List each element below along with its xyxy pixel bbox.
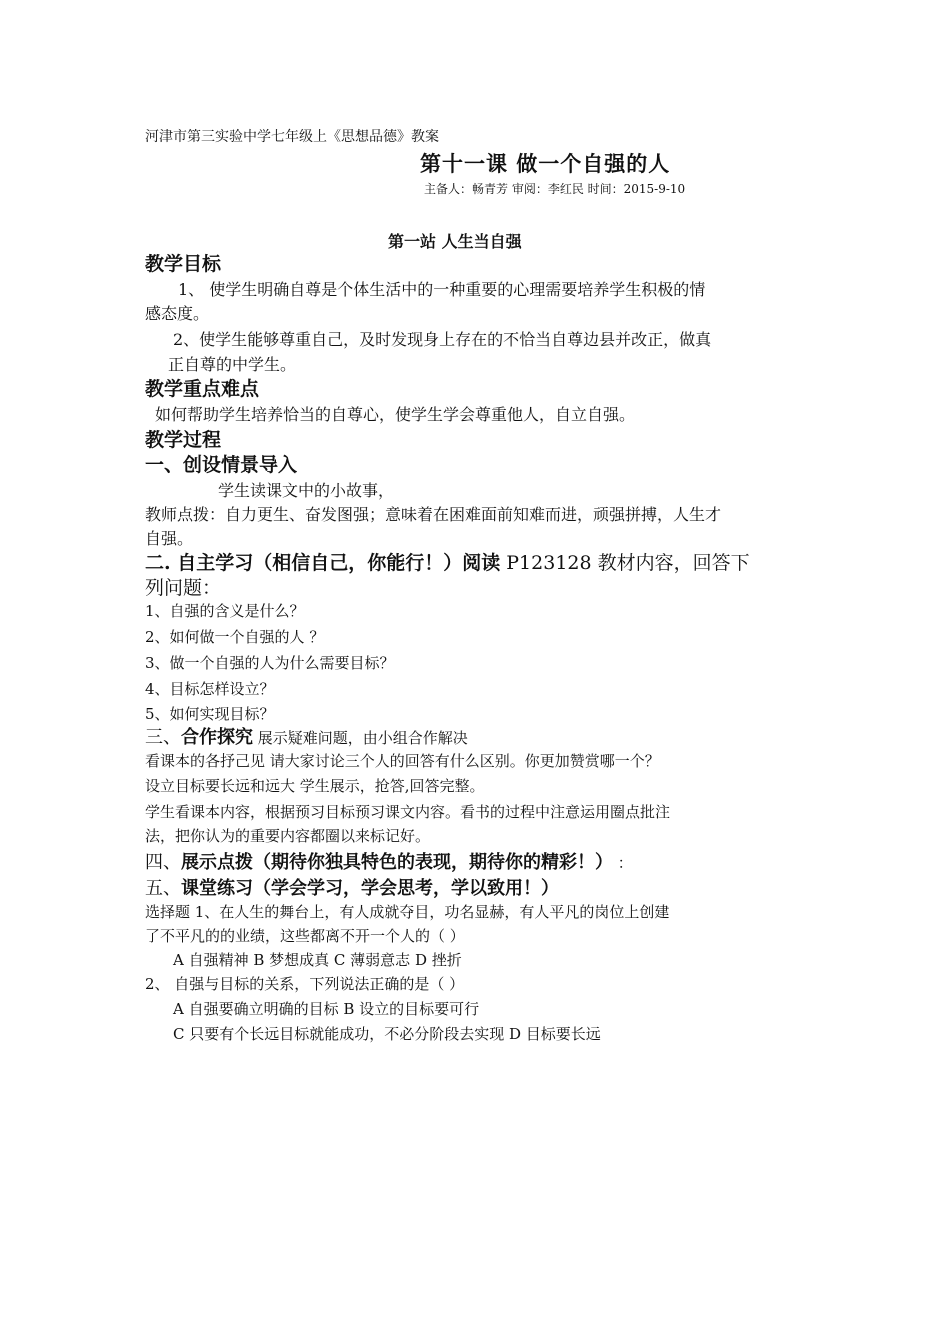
section-3-line-1: 看课本的各抒己见 请大家讨论三个人的回答有什么区别。你更加赞赏哪一个？	[145, 752, 660, 770]
exercise-2-options-1: A 自强要确立明确的目标 B 设立的目标要可行	[173, 1000, 480, 1018]
section-5-bold: 课堂练习（学会学习，学会思考，学以致用！）	[181, 878, 559, 899]
section-2-heading-rest: P123128 教材内容，回答下	[500, 552, 750, 574]
lesson-title: 第十一课 做一个自强的人	[420, 151, 671, 176]
section-3-rest: 展示疑难问题，由小组合作解决	[253, 729, 468, 747]
exercise-2-line-1: 2、 自强与目标的关系，下列说法正确的是（ ）	[145, 975, 465, 993]
question-1: 1、自强的含义是什么？	[145, 602, 305, 620]
keypoints-heading: 教学重点难点	[145, 378, 260, 400]
school-line: 河津市第三实验中学七年级上《思想品德》教案	[145, 129, 439, 145]
section-3-line-2: 设立目标要长远和远大 学生展示，抢答,回答完整。	[145, 777, 485, 795]
station-title: 第一站 人生当自强	[388, 232, 522, 251]
objective-1-line-2: 感态度。	[145, 304, 210, 323]
process-heading: 教学过程	[145, 429, 222, 451]
question-3: 3、做一个自强的人为什么需要目标？	[145, 654, 395, 672]
exercise-1-line-2: 了不平凡的的业绩，这些都离不开一个人的（ ）	[145, 927, 465, 945]
question-2: 2、如何做一个自强的人 ？	[145, 628, 325, 646]
exercise-2-options-2: C 只要有个长远目标就能成功，不必分阶段去实现 D 目标要长远	[173, 1025, 601, 1043]
exercise-1-line-1: 选择题 1、在人生的舞台上，有人成就夺目，功名显赫，有人平凡的岗位上创建	[145, 903, 670, 921]
section-4-heading	[145, 848, 633, 874]
section-3-prefix: 三、	[145, 727, 181, 748]
objectives-heading: 教学目标	[145, 253, 222, 275]
section-3-heading	[145, 723, 468, 749]
section-3-line-3: 学生看课本内容，根据预习目标预习课文内容。看书的过程中注意运用圈点批注	[145, 803, 671, 821]
section-4-rest: ：	[613, 854, 633, 872]
section-2-heading-line-2: 列问题：	[145, 577, 222, 599]
section-1-line-3: 自强。	[145, 529, 194, 548]
section-1-line-1: 学生读课文中的小故事，	[218, 481, 395, 500]
section-3-line-4: 法，把你认为的重要内容都圈以来标记好。	[145, 827, 431, 845]
section-4-prefix: 四、	[145, 852, 181, 873]
question-4: 4、目标怎样设立？	[145, 680, 275, 698]
meta-line: 主备人：畅青芳 审阅：李红民 时间：2015-9-10	[424, 182, 686, 196]
section-1-line-2: 教师点拨：自力更生、奋发图强；意味着在困难面前知难而进，顽强拼搏，人生才	[145, 505, 722, 524]
section-2-heading	[145, 548, 750, 575]
section-1-heading: 一、创设情景导入	[145, 454, 298, 476]
keypoints-text: 如何帮助学生培养恰当的自尊心，使学生学会尊重他人，自立自强。	[155, 405, 636, 424]
objective-2-line-2: 正自尊的中学生。	[168, 355, 297, 374]
question-5: 5、如何实现目标？	[145, 705, 275, 723]
exercise-1-options: A 自强精神 B 梦想成真 C 薄弱意志 D 挫折	[173, 951, 462, 969]
section-5-prefix: 五、	[145, 878, 181, 899]
section-4-bold: 展示点拨（期待你独具特色的表现，期待你的精彩！）	[181, 852, 613, 873]
objective-1-line-1: 1、 使学生明确自尊是个体生活中的一种重要的心理需要培养学生积极的情	[178, 280, 706, 299]
section-3-bold: 合作探究	[181, 727, 253, 748]
section-2-heading-bold: 二. 自主学习（相信自己，你能行！）阅读	[145, 552, 501, 574]
section-5-heading	[145, 874, 559, 900]
objective-2-line-1: 2、使学生能够尊重自己，及时发现身上存在的不恰当自尊边县并改正，做真	[173, 330, 712, 349]
